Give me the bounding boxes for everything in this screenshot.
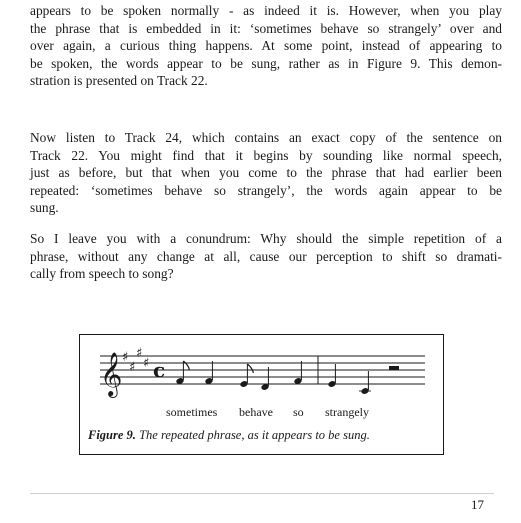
- text-line: Track 22. You might find that it begins by sounding like normal speech,: [30, 147, 502, 163]
- caption-text: The repeated phrase, as it appears to be sung.: [139, 428, 370, 442]
- paragraph-2: [30, 129, 502, 217]
- text-line: Now listen to Track 24, which contains an exact copy of the sentence on: [30, 130, 502, 145]
- text-line: over again, a curious thing happens. At some point, instead of appearing to: [30, 38, 502, 53]
- text-line: stration is presented on Track 22.: [30, 73, 208, 88]
- sharp-icon: ♯: [122, 350, 129, 365]
- text-line: the phrase that is embedded in it: ‘sometimes behave so strangely’ over and: [30, 20, 502, 36]
- text-line: phrase, without any change at all, cause our perception to shift so dramati-: [30, 248, 502, 264]
- lyric-word: behave: [239, 405, 273, 419]
- text-line: repeated: ‘sometimes behave so strangely’, the words again appear to be: [30, 182, 502, 198]
- quarter-note: [327, 364, 336, 388]
- footer-divider: [30, 493, 494, 494]
- lyric-word: strangely: [325, 405, 369, 419]
- paragraph-1: [30, 2, 502, 90]
- figure-caption: [88, 428, 370, 443]
- key-signature-sharps: [122, 346, 149, 375]
- quarter-note: [260, 367, 269, 391]
- quarter-note: [359, 371, 371, 395]
- eighth-note: [175, 361, 189, 385]
- sharp-icon: ♯: [136, 346, 143, 361]
- notes: [175, 356, 399, 395]
- paragraph-3: [30, 230, 502, 283]
- text-line: sung.: [30, 200, 59, 215]
- time-signature: c: [153, 358, 166, 382]
- text-line: So I leave you with a conundrum: Why should the simple repetition of a: [30, 231, 502, 246]
- text-line: be spoken, the words appear to be sung, rather as in Figure 9. This demon-: [30, 55, 502, 71]
- lyric-word: sometimes: [166, 405, 218, 419]
- text-line: just as before, but that when you come to the phrase that had earlier been: [30, 165, 502, 180]
- sharp-icon: ♯: [143, 356, 150, 371]
- page-number: 17: [471, 497, 484, 512]
- figure-9: [79, 334, 444, 455]
- caption-label: Figure 9.: [88, 428, 136, 442]
- lyric-word: so: [293, 405, 304, 419]
- treble-clef-icon: 𝄞: [100, 352, 123, 396]
- quarter-note: [293, 361, 302, 385]
- half-rest-icon: [389, 366, 399, 370]
- text-line: appears to be spoken normally - as indeed it is. However, when you play: [30, 3, 502, 18]
- text-line: cally from speech to song?: [30, 266, 174, 281]
- quarter-note: [204, 361, 213, 385]
- sharp-icon: ♯: [129, 360, 136, 375]
